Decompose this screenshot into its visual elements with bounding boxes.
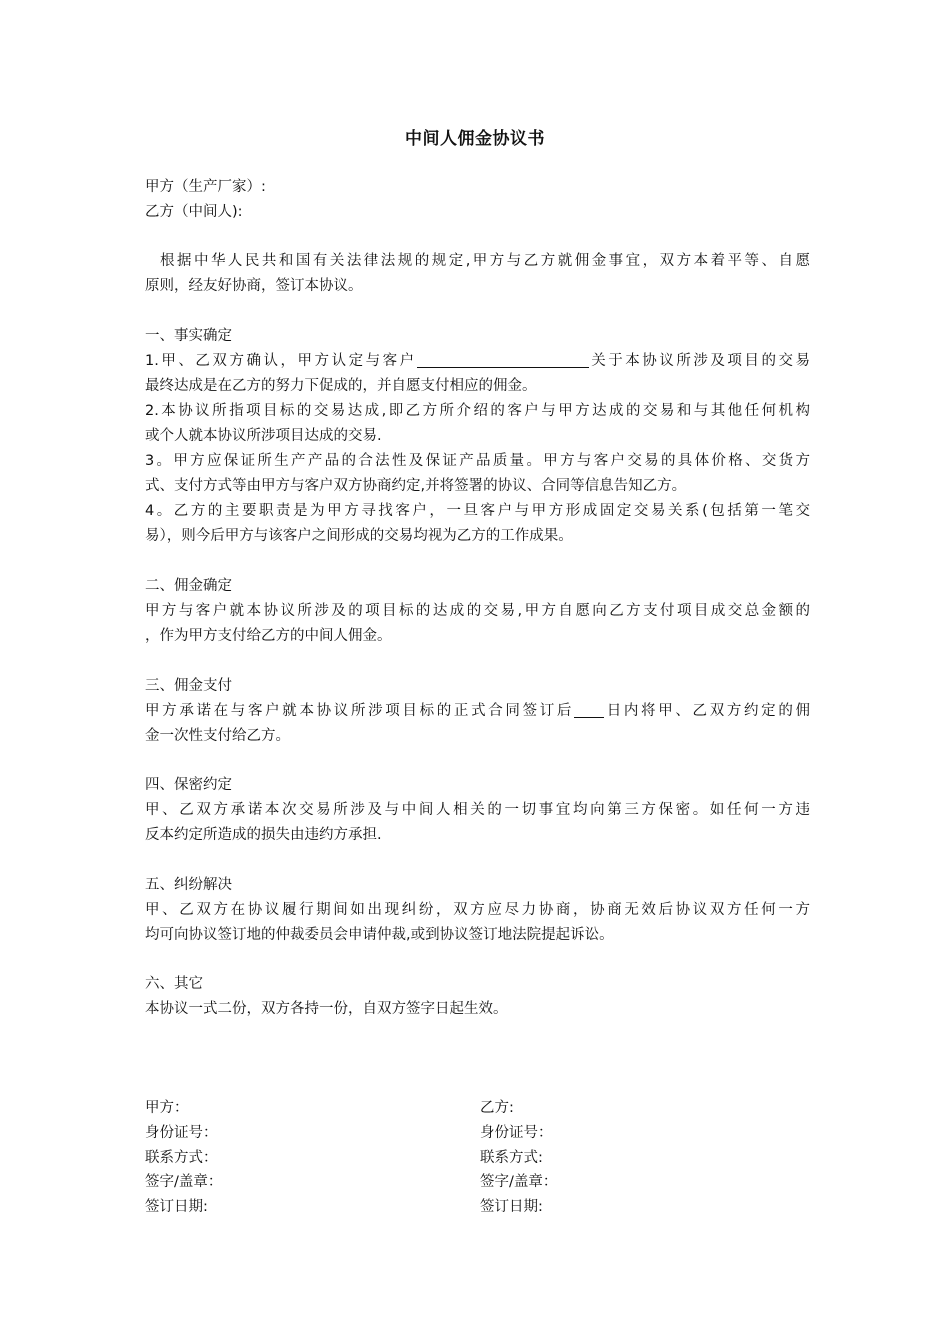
sig-left-sign: 签字/盖章：: [145, 1174, 223, 1190]
section-5-line-2: 均可向协议签订地的仲裁委员会申请仲裁,或到协议签订地法院提起诉讼。: [145, 927, 614, 943]
sig-left-party: 甲方：: [145, 1100, 189, 1116]
sig-left-date: 签订日期:: [145, 1199, 208, 1215]
section-6-heading: 六、其它: [145, 976, 203, 992]
sig-right-contact: 联系方式:: [480, 1150, 543, 1166]
section-1-item-1-line-2: 最终达成是在乙方的努力下促成的，并自愿支付相应的佣金。: [145, 378, 537, 394]
section-1-item-3-line-2: 式、支付方式等由甲方与客户双方协商约定,并将签署的协议、合同等信息告知乙方。: [145, 478, 687, 494]
sig-left-id: 身份证号：: [145, 1125, 218, 1141]
payment-prefix: 甲方承诺在与客户就本协议所涉项目标的正式合同签订后: [145, 703, 575, 719]
section-1-item-1-line-1: [145, 349, 810, 373]
section-5-heading: 五、纠纷解决: [145, 877, 232, 893]
section-2-heading: 二、佣金确定: [145, 578, 232, 594]
payment-suffix: 日内将甲、乙双方约定的佣: [604, 703, 811, 719]
section-4-heading: 四、保密约定: [145, 777, 232, 793]
intro-line-2: 原则，经友好协商，签订本协议。: [145, 278, 363, 294]
party-a-header: 甲方（生产厂家）:: [145, 179, 266, 195]
section-2-line-1: 甲方与客户就本协议所涉及的项目标的达成的交易,甲方自愿向乙方支付项目成交总金额的: [145, 603, 810, 619]
section-2-line-2: ，作为甲方支付给乙方的中间人佣金。: [145, 628, 392, 644]
sig-right-id: 身份证号：: [480, 1125, 553, 1141]
section-3-heading: 三、佣金支付: [145, 678, 232, 694]
section-1-item-2-line-2: 或个人就本协议所涉项目达成的交易.: [145, 428, 382, 444]
sig-left-contact: 联系方式：: [145, 1150, 218, 1166]
item-1-prefix: 1.甲、乙双方确认，甲方认定与客户: [145, 353, 417, 369]
section-3-line-2: 金一次性支付给乙方。: [145, 728, 290, 744]
item-1-suffix: 关于本协议所涉及项目的交易: [588, 353, 810, 369]
document-title: 中间人佣金协议书: [405, 129, 545, 149]
section-1-item-4-line-1: 4。乙方的主要职责是为甲方寻找客户，一旦客户与甲方形成固定交易关系(包括第一笔交: [145, 503, 810, 519]
section-1-item-2-line-1: 2.本协议所指项目标的交易达成,即乙方所介绍的客户与甲方达成的交易和与其他任何机构: [145, 403, 810, 419]
intro-line-1: 根据中华人民共和国有关法律法规的规定,甲方与乙方就佣金事宜，双方本着平等、自愿: [160, 253, 810, 269]
days-blank: [574, 701, 604, 718]
customer-name-blank: [417, 351, 589, 368]
section-1-item-4-line-2: 易），则今后甲方与该客户之间形成的交易均视为乙方的工作成果。: [145, 528, 573, 544]
section-1-item-3-line-1: 3。甲方应保证所生产产品的合法性及保证产品质量。甲方与客户交易的具体价格、交货方: [145, 453, 810, 469]
section-6-line-1: 本协议一式二份，双方各持一份，自双方签字日起生效。: [145, 1001, 508, 1017]
sig-right-sign: 签字/盖章：: [480, 1174, 558, 1190]
section-4-line-2: 反本约定所造成的损失由违约方承担.: [145, 827, 382, 843]
section-5-line-1: 甲、乙双方在协议履行期间如出现纠纷，双方应尽力协商，协商无效后协议双方任何一方: [145, 902, 810, 918]
sig-right-party: 乙方:: [480, 1100, 514, 1116]
party-b-header: 乙方（中间人):: [145, 204, 243, 220]
sig-right-date: 签订日期:: [480, 1199, 543, 1215]
section-1-heading: 一、事实确定: [145, 328, 232, 344]
section-3-line-1: [145, 699, 810, 723]
section-4-line-1: 甲、乙双方承诺本次交易所涉及与中间人相关的一切事宜均向第三方保密。如任何一方违: [145, 802, 810, 818]
